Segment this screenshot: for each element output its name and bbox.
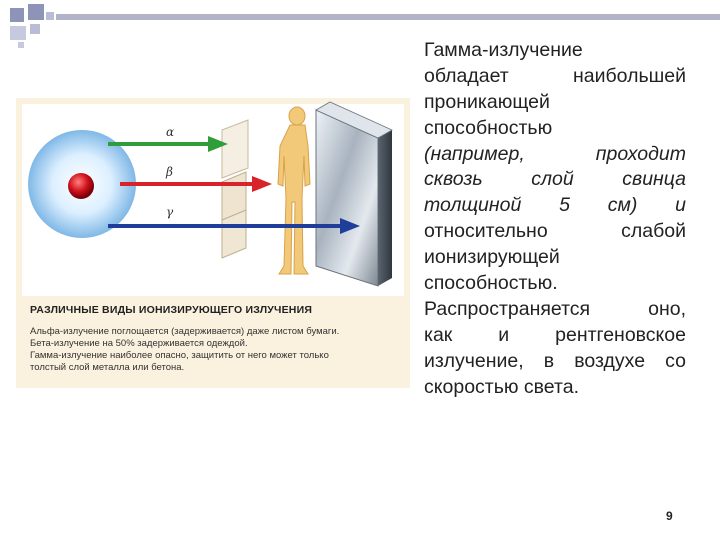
paper-sheet — [222, 120, 248, 178]
deco-square — [10, 26, 26, 40]
text-line: излучение, в воздухе со — [424, 349, 686, 372]
text-line: способностью. — [424, 272, 558, 295]
text-line: проникающей — [424, 90, 550, 113]
beta-label: β — [166, 165, 173, 179]
text-line: ионизирующей — [424, 246, 560, 269]
caption-line: Гамма-излучение наиболее опасно, защитить от него может только — [30, 350, 329, 361]
text-line: Распространяется оно, — [424, 297, 686, 320]
text-line: как и рентгеновское — [424, 323, 686, 346]
gamma-label: γ — [166, 205, 174, 219]
text-line: обладает наибольшей — [424, 64, 686, 87]
caption-line: Альфа-излучение поглощается (задерживается) даже листом бумаги. — [30, 326, 340, 337]
deco-square — [10, 8, 24, 22]
deco-square — [46, 12, 54, 20]
alpha-label: α — [166, 125, 175, 139]
deco-square — [30, 24, 40, 34]
deco-square — [18, 42, 24, 48]
text-line: (например, проходит — [424, 142, 686, 165]
body-paragraph — [424, 38, 686, 400]
nucleus — [68, 173, 94, 199]
caption-line: толстый слой металла или бетона. — [30, 362, 185, 373]
lead-block-side — [378, 130, 392, 286]
text-line: способностью — [424, 116, 553, 139]
deco-square — [28, 4, 44, 20]
caption-line: Бета-излучение на 50% задерживается одеждой. — [30, 338, 248, 349]
text-line: толщиной 5 см) и — [424, 194, 686, 217]
lead-block — [316, 110, 378, 286]
text-line: относительно слабой — [424, 220, 686, 243]
text-line: скоростью света. — [424, 375, 579, 398]
text-line: Гамма-излучение — [424, 39, 583, 61]
page-number: 9 — [666, 509, 673, 523]
text-line: сквозь слой свинца — [424, 168, 686, 191]
header-bar — [56, 14, 720, 20]
caption-title: РАЗЛИЧНЫЕ ВИДЫ ИОНИЗИРУЮЩЕГО ИЗЛУЧЕНИЯ — [30, 304, 313, 316]
